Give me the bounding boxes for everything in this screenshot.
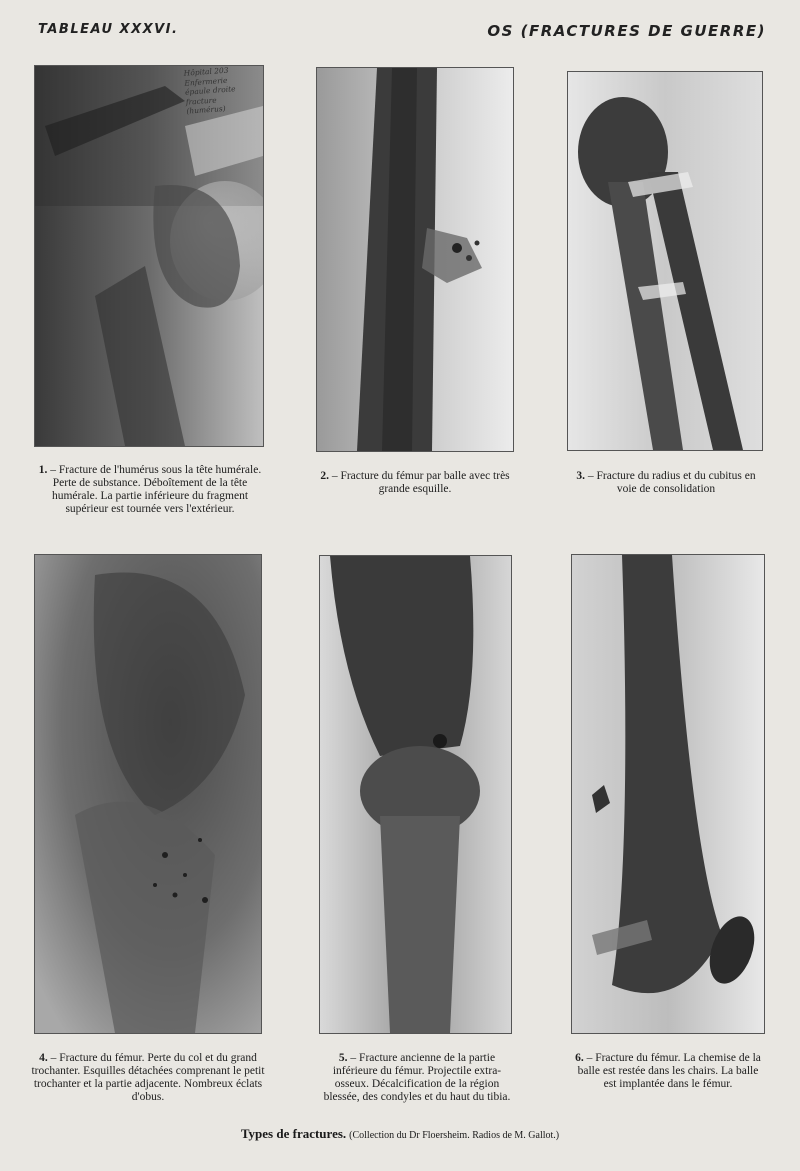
caption-text-5: – Fracture ancienne de la partie inférieure du fémur. Projectile extra-osseux. Décalcification de la région blessée, des condyles et du haut du tibia. xyxy=(323,1052,511,1103)
xray-image-2 xyxy=(317,68,513,451)
caption-1 xyxy=(30,464,270,516)
caption-number-4: 4. xyxy=(39,1052,48,1064)
footer-title: Types de fractures. xyxy=(240,1126,347,1141)
xray-image-5 xyxy=(320,556,511,1033)
figure-footer xyxy=(0,1126,800,1142)
caption-5 xyxy=(316,1052,518,1104)
handwritten-annotation: Hôpital 203 Enfermerie épaule droite fracture (humérus) xyxy=(183,65,236,116)
caption-4 xyxy=(30,1052,266,1104)
xray-forearm-drawing xyxy=(568,72,762,450)
caption-number-5: 5. xyxy=(338,1052,348,1064)
caption-number-2: 2. xyxy=(320,470,329,482)
xray-image-4 xyxy=(35,555,261,1033)
caption-2 xyxy=(320,470,510,496)
xray-femur-bullet-jacket-drawing xyxy=(572,555,764,1033)
caption-text-3: – Fracture du radius et du cubitus en voie de consolidation xyxy=(587,470,756,495)
xray-femur-neck-drawing xyxy=(35,555,261,1033)
xray-knee-drawing xyxy=(320,556,511,1033)
caption-6 xyxy=(572,1052,764,1091)
caption-text-2: – Fracture du fémur par balle avec très grande esquille. xyxy=(331,470,510,495)
caption-text-6: – Fracture du fémur. La chemise de la balle est restée dans les chairs. La balle est implantée dans le fémur. xyxy=(577,1052,761,1090)
caption-number-3: 3. xyxy=(576,470,586,482)
footer-credit: (Collection du Dr Floersheim. Radios de M. Gallot.) xyxy=(349,1130,560,1141)
section-title-header: OS (FRACTURES DE GUERRE) xyxy=(487,22,766,40)
xray-image-1 xyxy=(35,66,263,446)
caption-3 xyxy=(572,470,760,496)
xray-image-3 xyxy=(568,72,762,450)
caption-number-1: 1. xyxy=(38,464,48,476)
caption-text-1: – Fracture de l'humérus sous la tête humérale. Perte de substance. Déboîtement de la tête humérale. La partie inférieure du fragment supérieur est tournée vers l'extérieur. xyxy=(50,464,262,515)
caption-number-6: 6. xyxy=(575,1052,584,1064)
caption-text-4: – Fracture du fémur. Perte du col et du grand trochanter. Esquilles détachées comprenant le petit trochanter et la partie adjacente. Nombreux éclats d'obus. xyxy=(31,1052,265,1103)
xray-femur-bullet-drawing xyxy=(317,68,513,451)
plate-number-header: TABLEAU XXXVI. xyxy=(38,22,179,37)
xray-image-6 xyxy=(572,555,764,1033)
xray-humerus-drawing xyxy=(35,66,263,446)
